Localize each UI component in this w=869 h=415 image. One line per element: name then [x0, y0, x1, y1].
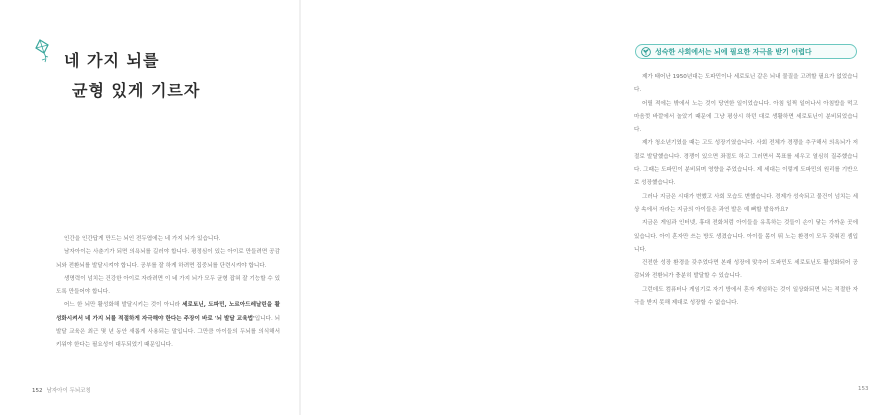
right-paragraph: 그러나 지금은 시대가 변했고 사회 모습도 변했습니다. 경제가 성숙되고 물건이 넘치는 세상 속에서 자라는 지금의 아이들은 과연 발은 예 뻐할 발육까요? — [634, 193, 858, 213]
left-paragraph — [56, 299, 280, 352]
right-paragraph: 제가 청소년기였을 때는 고도 성장기였습니다. 사회 전체가 경쟁을 추구해서 의욕뇌가 저절로 발달했습니다. 경쟁이 있으면 좌절도 하고 그러면서 목표를 세우고 열심히 질주했습니다. 그때는 도파민이 분비되며 영향을 주었습니다. 제 세대는 이렇게 도파민의 원리를 기반으로 성장했습니다. — [634, 140, 858, 187]
right-folio — [858, 386, 869, 392]
section-heading — [635, 44, 857, 59]
sprout-icon — [641, 47, 651, 57]
left-paragraph — [56, 273, 280, 300]
kite-icon — [32, 38, 62, 64]
paragraph-text: 생명력이 넘치는 건강한 아이로 자라려면 이 네 가지 뇌가 모두 균형 잡혀 잘 기능할 수 있도록 만들어야 합니다. — [56, 275, 280, 296]
chapter-title — [42, 50, 262, 102]
paragraph-text: 남자아이는 사춘기가 되면 의욕뇌를 길러야 합니다. 평정심이 있는 아이로 만들려면 공감뇌와 전환뇌를 발달시켜야 합니다. 공부를 잘 하게 하려면 집중뇌를 단련시켜야 합니다. — [56, 249, 280, 269]
paragraph-text: 인간을 인간답게 만드는 뇌인 전두엽에는 네 가지 뇌가 있습니다. — [64, 236, 221, 242]
right-paragraph: 그런데도 컴퓨터나 게임기로 자기 방에서 혼자 게임하는 것이 일상화되면 뇌는 적절한 자극을 받지 못해 제대로 성장할 수 없습니다. — [634, 286, 858, 307]
section-title: 성숙한 사회에서는 뇌에 필요한 자극을 받기 어렵다 — [655, 47, 812, 56]
left-folio — [32, 386, 91, 394]
left-body-text — [56, 233, 280, 353]
paragraph-text: 어느 한 뇌만 활성화해 발달시키는 것이 아니라 — [64, 302, 183, 309]
page-number-right: 153 — [858, 386, 869, 392]
paragraph-text: 입니다. 뇌 발달 교육은 최근 몇 년 동안 새롭게 사용되는 말입니다. 그만큼 아이들의 두뇌를 의식해서 키워야 한다는 필요성이 대두되었기 때문입니다. — [56, 315, 281, 349]
page-number-left: 152 — [32, 388, 43, 394]
left-page — [0, 0, 299, 415]
left-paragraph — [56, 233, 280, 246]
right-paragraph: 지금은 게임과 인터넷, 휴대 전화처럼 아이들을 유혹하는 것들이 손이 닿는 가까운 곳에 있습니다. 아이 혼자만 쓰는 방도 생겼습니다. 아이들 몸이 뛰 노는 환경이 모두 갖춰진 셈입니다. — [634, 220, 858, 253]
right-paragraph: 건전한 성장 환경을 갖추었다면 본래 성장에 맞추어 도파민도 세로토닌도 활성화되어 공감뇌와 전환뇌가 충분히 발달할 수 있습니다. — [634, 260, 858, 280]
running-head: 남자아이 두뇌코칭 — [46, 388, 91, 394]
right-paragraph: 제가 태어난 1950년대는 도파민이나 세로토닌 같은 뇌내 물질을 고려할 필요가 없었습니다. — [634, 74, 858, 94]
right-body-text — [634, 71, 858, 310]
chapter-title-line-1: 네 가지 뇌를 — [64, 51, 160, 70]
highlighted-text: 세로토닌, 도파민, 노르아드레날린을 활성화시켜서 네 가지 뇌를 적절하게 자극해야 한다는 주장이 바로 '뇌 발달 교육법' — [56, 302, 280, 322]
right-page — [301, 0, 869, 415]
left-paragraph — [56, 246, 280, 273]
right-paragraph: 어릴 적에는 밖에서 노는 것이 당연한 일이었습니다. 아침 일찍 일어나서 아침밥을 먹고 마음껏 바깥에서 놀았기 때문에 그냥 평상시 하던 대로 생활하면 세로토닌이 분비되었습니다. — [634, 100, 858, 134]
chapter-title-line-2: 균형 있게 기르자 — [72, 81, 201, 100]
